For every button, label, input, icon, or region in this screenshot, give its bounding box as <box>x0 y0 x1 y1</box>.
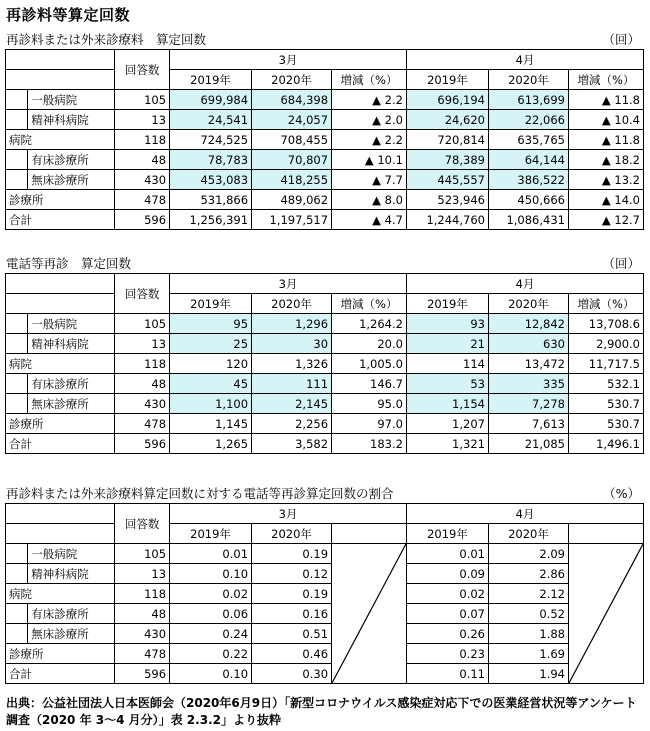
march-change-value: 183.2 <box>332 434 407 454</box>
april-2019-value: 93 <box>406 314 488 334</box>
header-april-2020: 2020年 <box>488 524 568 544</box>
march-change-value: 1,264.2 <box>332 314 407 334</box>
section3-table <box>5 503 644 684</box>
row-label: 有床診療所 <box>28 150 115 170</box>
respondent-count: 13 <box>115 334 170 354</box>
row-label: 有床診療所 <box>28 374 115 394</box>
april-2019-value: 0.26 <box>406 624 488 644</box>
march-2020-value: 0.12 <box>252 564 332 584</box>
april-2020-value: 1.69 <box>488 644 568 664</box>
header-april-2020: 2020年 <box>488 70 568 90</box>
april-2020-value: 450,666 <box>488 190 568 210</box>
april-2020-value: 0.52 <box>488 604 568 624</box>
april-change-value: 11,717.5 <box>568 354 643 374</box>
march-change-value: 1,005.0 <box>332 354 407 374</box>
march-change-value: ▲ 2.2 <box>332 90 407 110</box>
table-row <box>6 354 644 374</box>
march-2020-value: 684,398 <box>252 90 332 110</box>
march-2020-value: 0.51 <box>252 624 332 644</box>
march-2020-value: 2,256 <box>252 414 332 434</box>
blank-header <box>568 524 643 544</box>
april-2020-value: 1.94 <box>488 664 568 684</box>
april-2019-value: 720,814 <box>406 130 488 150</box>
march-2020-value: 708,455 <box>252 130 332 150</box>
header-march-2020: 2020年 <box>252 70 332 90</box>
march-change-value: ▲ 10.1 <box>332 150 407 170</box>
april-2020-value: 635,765 <box>488 130 568 150</box>
march-2019-value: 0.10 <box>170 564 252 584</box>
respondent-count: 105 <box>115 314 170 334</box>
april-2020-value: 335 <box>488 374 568 394</box>
march-2019-value: 1,145 <box>170 414 252 434</box>
march-2020-value: 0.16 <box>252 604 332 624</box>
april-change-value: 532.1 <box>568 374 643 394</box>
april-2019-value: 1,244,760 <box>406 210 488 230</box>
april-change-value: ▲ 12.7 <box>568 210 643 230</box>
march-2020-value: 70,807 <box>252 150 332 170</box>
april-2020-value: 21,085 <box>488 434 568 454</box>
april-2020-value: 630 <box>488 334 568 354</box>
march-2019-value: 0.02 <box>170 584 252 604</box>
respondent-count: 13 <box>115 564 170 584</box>
respondent-count: 430 <box>115 170 170 190</box>
march-change-value: 95.0 <box>332 394 407 414</box>
april-2020-value: 12,842 <box>488 314 568 334</box>
march-2019-value: 531,866 <box>170 190 252 210</box>
indent-cell <box>6 110 28 130</box>
respondent-count: 118 <box>115 130 170 150</box>
april-2019-value: 21 <box>406 334 488 354</box>
table-row <box>6 374 644 394</box>
april-2020-value: 22,066 <box>488 110 568 130</box>
header-april-2019: 2019年 <box>406 70 488 90</box>
april-2020-value: 2.09 <box>488 544 568 564</box>
april-2019-value: 0.11 <box>406 664 488 684</box>
section2-table <box>5 273 644 454</box>
april-2020-value: 13,472 <box>488 354 568 374</box>
diagonal-blank-cell <box>568 544 643 684</box>
table-row <box>6 664 644 684</box>
indent-cell <box>6 314 28 334</box>
march-2020-value: 0.19 <box>252 584 332 604</box>
april-2020-value: 2.86 <box>488 564 568 584</box>
respondent-count: 105 <box>115 544 170 564</box>
row-label: 精神科病院 <box>28 564 115 584</box>
march-change-value: ▲ 2.2 <box>332 130 407 150</box>
section1-table <box>5 49 644 230</box>
march-2019-value: 95 <box>170 314 252 334</box>
corner-cell <box>6 274 115 294</box>
table-row <box>6 414 644 434</box>
corner-cell-lower <box>6 70 115 90</box>
april-change-value: 13,708.6 <box>568 314 643 334</box>
table-row <box>6 564 644 584</box>
april-change-value: 2,900.0 <box>568 334 643 354</box>
table-row <box>6 190 644 210</box>
row-label: 病院 <box>6 354 115 374</box>
april-2019-value: 0.02 <box>406 584 488 604</box>
table-row <box>6 110 644 130</box>
march-2019-value: 1,265 <box>170 434 252 454</box>
table-row <box>6 210 644 230</box>
respondent-count: 478 <box>115 644 170 664</box>
march-2019-value: 25 <box>170 334 252 354</box>
table-row <box>6 90 644 110</box>
row-label: 診療所 <box>6 190 115 210</box>
header-march-change: 増減（%） <box>332 294 407 314</box>
april-2020-value: 386,522 <box>488 170 568 190</box>
corner-cell-lower <box>6 294 115 314</box>
april-change-value: 530.7 <box>568 414 643 434</box>
header-march: 3月 <box>170 50 407 70</box>
row-label: 合計 <box>6 664 115 684</box>
respondent-count: 118 <box>115 354 170 374</box>
respondent-count: 478 <box>115 190 170 210</box>
march-change-value: 97.0 <box>332 414 407 434</box>
indent-cell <box>6 170 28 190</box>
header-april-change: 増減（%） <box>568 294 643 314</box>
page-title: 再診料等算定回数 <box>6 6 131 24</box>
header-march-2019: 2019年 <box>170 70 252 90</box>
march-2020-value: 1,326 <box>252 354 332 374</box>
table-row <box>6 314 644 334</box>
april-2020-value: 613,699 <box>488 90 568 110</box>
respondent-count: 596 <box>115 664 170 684</box>
diagonal-blank-cell <box>332 544 407 684</box>
table-row <box>6 434 644 454</box>
april-2020-value: 1.88 <box>488 624 568 644</box>
table-row <box>6 644 644 664</box>
april-2019-value: 0.07 <box>406 604 488 624</box>
april-2019-value: 1,154 <box>406 394 488 414</box>
row-label: 精神科病院 <box>28 334 115 354</box>
march-change-value: 20.0 <box>332 334 407 354</box>
header-kaisu: 回答数 <box>115 274 170 314</box>
header-april-2020: 2020年 <box>488 294 568 314</box>
header-april-2019: 2019年 <box>406 294 488 314</box>
row-label: 無床診療所 <box>28 624 115 644</box>
march-2019-value: 0.01 <box>170 544 252 564</box>
respondent-count: 118 <box>115 584 170 604</box>
header-march-2020: 2020年 <box>252 294 332 314</box>
respondent-count: 48 <box>115 150 170 170</box>
april-2019-value: 114 <box>406 354 488 374</box>
april-2019-value: 24,620 <box>406 110 488 130</box>
source-note: 出典：公益社団法人日本医師会（2020年6月9日）「新型コロナウイルス感染症対応下での医業経営状況等アンケート調査（2020 年 3〜4 月分）」表 2.3.2」より抜粋 <box>6 696 637 727</box>
march-change-value: ▲ 7.7 <box>332 170 407 190</box>
april-2019-value: 0.01 <box>406 544 488 564</box>
respondent-count: 105 <box>115 90 170 110</box>
header-march: 3月 <box>170 274 407 294</box>
header-march-2020: 2020年 <box>252 524 332 544</box>
respondent-count: 596 <box>115 434 170 454</box>
april-change-value: ▲ 13.2 <box>568 170 643 190</box>
march-2019-value: 0.24 <box>170 624 252 644</box>
row-label: 診療所 <box>6 414 115 434</box>
april-2019-value: 445,557 <box>406 170 488 190</box>
april-2019-value: 1,207 <box>406 414 488 434</box>
blank-header <box>332 524 407 544</box>
section3-caption: 再診料または外来診療料算定回数に対する電話等再診算定回数の割合 <box>6 486 394 501</box>
table-row <box>6 150 644 170</box>
march-2019-value: 120 <box>170 354 252 374</box>
row-label: 無床診療所 <box>28 394 115 414</box>
april-change-value: ▲ 11.8 <box>568 90 643 110</box>
march-2019-value: 699,984 <box>170 90 252 110</box>
corner-cell <box>6 504 115 524</box>
april-2020-value: 2.12 <box>488 584 568 604</box>
section2-caption: 電話等再診 算定回数 <box>6 256 132 271</box>
march-2020-value: 24,057 <box>252 110 332 130</box>
march-2020-value: 1,197,517 <box>252 210 332 230</box>
march-2019-value: 45 <box>170 374 252 394</box>
march-2019-value: 453,083 <box>170 170 252 190</box>
april-2019-value: 523,946 <box>406 190 488 210</box>
header-march: 3月 <box>170 504 407 524</box>
row-label: 病院 <box>6 584 115 604</box>
april-2020-value: 7,613 <box>488 414 568 434</box>
respondent-count: 430 <box>115 624 170 644</box>
march-change-value: ▲ 2.0 <box>332 110 407 130</box>
indent-cell <box>6 604 28 624</box>
march-2020-value: 0.30 <box>252 664 332 684</box>
table-row <box>6 394 644 414</box>
march-2020-value: 0.46 <box>252 644 332 664</box>
april-change-value: ▲ 18.2 <box>568 150 643 170</box>
april-change-value: ▲ 14.0 <box>568 190 643 210</box>
header-april: 4月 <box>406 50 643 70</box>
march-2019-value: 1,256,391 <box>170 210 252 230</box>
table-row <box>6 544 644 564</box>
april-2019-value: 0.09 <box>406 564 488 584</box>
respondent-count: 48 <box>115 374 170 394</box>
indent-cell <box>6 374 28 394</box>
march-2019-value: 24,541 <box>170 110 252 130</box>
indent-cell <box>6 624 28 644</box>
march-change-value: ▲ 4.7 <box>332 210 407 230</box>
row-label: 精神科病院 <box>28 110 115 130</box>
row-label: 病院 <box>6 130 115 150</box>
march-2020-value: 1,296 <box>252 314 332 334</box>
table-row <box>6 170 644 190</box>
table-row <box>6 584 644 604</box>
april-change-value: 530.7 <box>568 394 643 414</box>
april-2019-value: 696,194 <box>406 90 488 110</box>
march-2019-value: 724,525 <box>170 130 252 150</box>
april-2020-value: 1,086,431 <box>488 210 568 230</box>
march-2020-value: 3,582 <box>252 434 332 454</box>
table-row <box>6 334 644 354</box>
respondent-count: 430 <box>115 394 170 414</box>
indent-cell <box>6 544 28 564</box>
march-2019-value: 1,100 <box>170 394 252 414</box>
row-label: 診療所 <box>6 644 115 664</box>
table-row <box>6 624 644 644</box>
section2-unit: （回） <box>602 256 640 271</box>
header-april-change: 増減（%） <box>568 70 643 90</box>
indent-cell <box>6 334 28 354</box>
header-kaisu: 回答数 <box>115 504 170 544</box>
header-april: 4月 <box>406 504 643 524</box>
respondent-count: 478 <box>115 414 170 434</box>
march-2020-value: 418,255 <box>252 170 332 190</box>
indent-cell <box>6 90 28 110</box>
march-2019-value: 0.06 <box>170 604 252 624</box>
march-2020-value: 489,062 <box>252 190 332 210</box>
header-april-2019: 2019年 <box>406 524 488 544</box>
row-label: 合計 <box>6 210 115 230</box>
respondent-count: 13 <box>115 110 170 130</box>
indent-cell <box>6 150 28 170</box>
header-march-2019: 2019年 <box>170 294 252 314</box>
table-row <box>6 604 644 624</box>
row-label: 無床診療所 <box>28 170 115 190</box>
april-change-value: 1,496.1 <box>568 434 643 454</box>
row-label: 一般病院 <box>28 90 115 110</box>
row-label: 一般病院 <box>28 314 115 334</box>
march-2020-value: 30 <box>252 334 332 354</box>
march-2019-value: 0.10 <box>170 664 252 684</box>
april-2019-value: 1,321 <box>406 434 488 454</box>
april-change-value: ▲ 10.4 <box>568 110 643 130</box>
march-change-value: 146.7 <box>332 374 407 394</box>
april-2019-value: 78,389 <box>406 150 488 170</box>
march-2019-value: 78,783 <box>170 150 252 170</box>
header-kaisu: 回答数 <box>115 50 170 90</box>
table-row <box>6 130 644 150</box>
row-label: 有床診療所 <box>28 604 115 624</box>
row-label: 合計 <box>6 434 115 454</box>
respondent-count: 48 <box>115 604 170 624</box>
corner-cell-lower <box>6 524 115 544</box>
header-april: 4月 <box>406 274 643 294</box>
respondent-count: 596 <box>115 210 170 230</box>
april-2020-value: 7,278 <box>488 394 568 414</box>
row-label: 一般病院 <box>28 544 115 564</box>
section1-caption: 再診料または外来診療料 算定回数 <box>6 32 207 47</box>
corner-cell <box>6 50 115 70</box>
header-march-change: 増減（%） <box>332 70 407 90</box>
header-march-2019: 2019年 <box>170 524 252 544</box>
april-2020-value: 64,144 <box>488 150 568 170</box>
march-2019-value: 0.22 <box>170 644 252 664</box>
section3-unit: （%） <box>603 486 640 501</box>
april-2019-value: 53 <box>406 374 488 394</box>
indent-cell <box>6 564 28 584</box>
april-change-value: ▲ 11.8 <box>568 130 643 150</box>
section1-unit: （回） <box>602 32 640 47</box>
march-2020-value: 111 <box>252 374 332 394</box>
march-change-value: ▲ 8.0 <box>332 190 407 210</box>
march-2020-value: 2,145 <box>252 394 332 414</box>
indent-cell <box>6 394 28 414</box>
march-2020-value: 0.19 <box>252 544 332 564</box>
april-2019-value: 0.23 <box>406 644 488 664</box>
